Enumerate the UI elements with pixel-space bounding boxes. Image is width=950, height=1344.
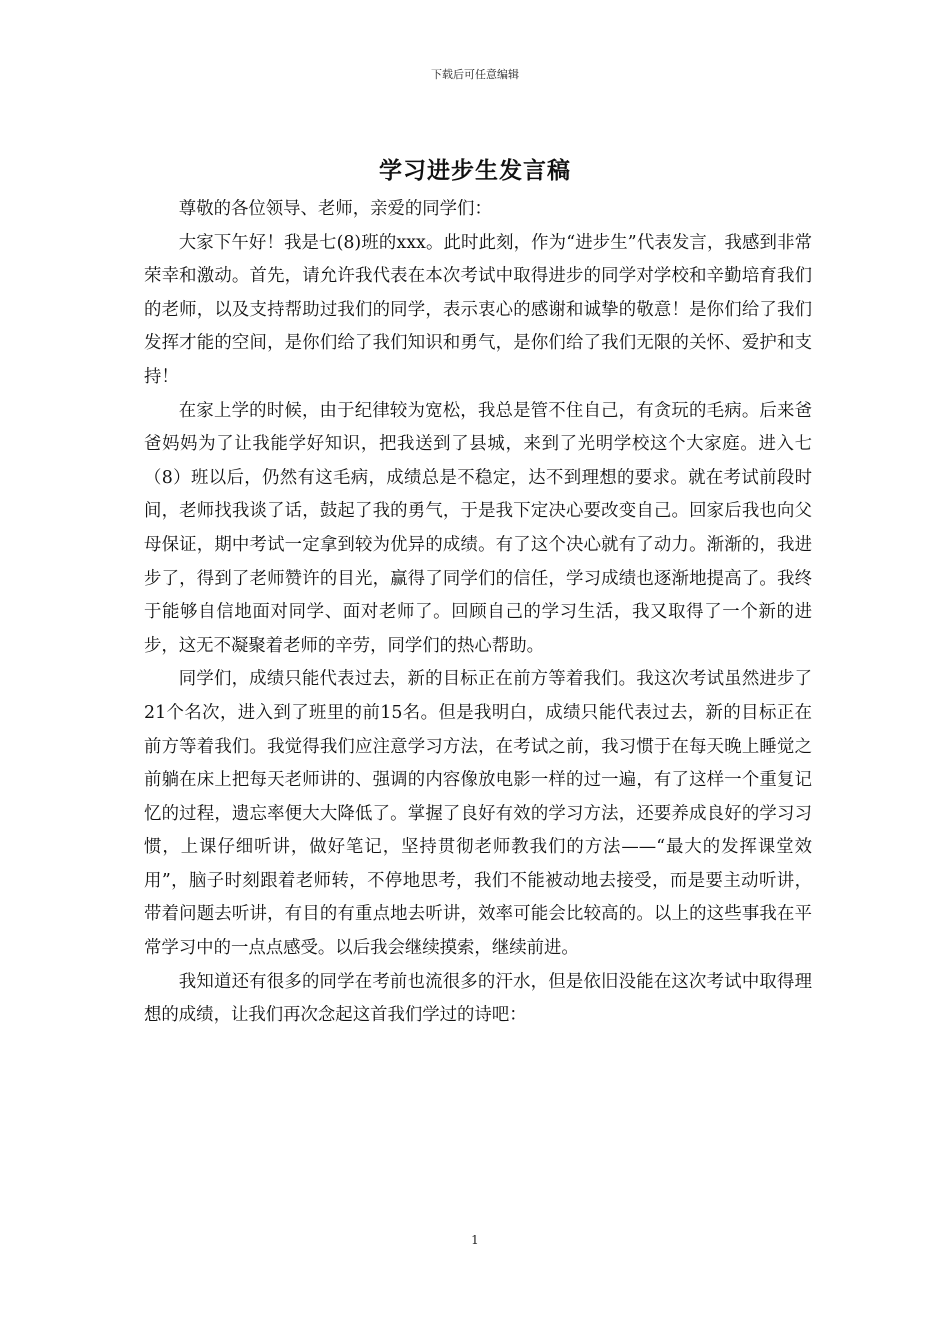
paragraph-closing: 我知道还有很多的同学在考前也流很多的汗水，但是依旧没能在这次考试中取得理想的成绩，让我们再次念起这首我们学过的诗吧： — [144, 971, 812, 1026]
paragraph-greeting: 大家下午好！我是七(8)班的xxx。此时此刻，作为“进步生”代表发言，我感到非常荣幸和激动。首先，请允许我代表在本次考试中取得进步的同学对学校和辛勤培育我们的老师，以及支持帮助过我们的同学，表示衷心的感谢和诚挚的敬意！是你们给了我们发挥才能的空间，是你们给了我们知识和勇气，是你们给了我们无限的关怀、爱护和支持！ — [144, 232, 812, 387]
document-title: 学习进步生发言稿 — [379, 157, 571, 184]
document-body — [144, 193, 812, 1033]
paragraph-salutation: 尊敬的各位领导、老师，亲爱的同学们： — [178, 199, 492, 219]
header-note: 下载后可任意编辑 — [431, 68, 519, 81]
paragraph-story: 在家上学的时候，由于纪律较为宽松，我总是管不住自己，有贪玩的毛病。后来爸爸妈妈为了让我能学好知识，把我送到了县城，来到了光明学校这个大家庭。进入七（8）班以后，仍然有这毛病，成绩总是不稳定，达不到理想的要求。就在考试前段时间，老师找我谈了话，鼓起了我的勇气，于是我下定决心要改变自己。回家后我也向父母保证，期中考试一定拿到较为优异的成绩。有了这个决心就有了动力。渐渐的，我进步了，得到了老师赞许的目光，赢得了同学们的信任，学习成绩也逐渐地提高了。我终于能够自信地面对同学、面对老师了。回顾自己的学习生活，我又取得了一个新的进步，这无不凝聚着老师的辛劳，同学们的热心帮助。 — [144, 400, 812, 656]
page-number: 1 — [471, 1233, 479, 1247]
paragraph-method: 同学们，成绩只能代表过去，新的目标正在前方等着我们。我这次考试虽然进步了21个名次，进入到了班里的前15名。但是我明白，成绩只能代表过去，新的目标正在前方等着我们。我觉得我们应注意学习方法，在考试之前，我习惯于在每天晚上睡觉之前躺在床上把每天老师讲的、强调的内容像放电影一样的过一遍，有了这样一个重复记忆的过程，遗忘率便大大降低了。掌握了良好有效的学习方法，还要养成良好的学习习惯，上课仔细听讲，做好笔记，坚持贯彻老师教我们的方法——“最大的发挥课堂效用”，脑子时刻跟着老师转，不停地思考，我们不能被动地去接受，而是要主动听讲，带着问题去听讲，有目的有重点地去听讲，效率可能会比较高的。以上的这些事我在平常学习中的一点点感受。以后我会继续摸索，继续前进。 — [144, 669, 812, 959]
